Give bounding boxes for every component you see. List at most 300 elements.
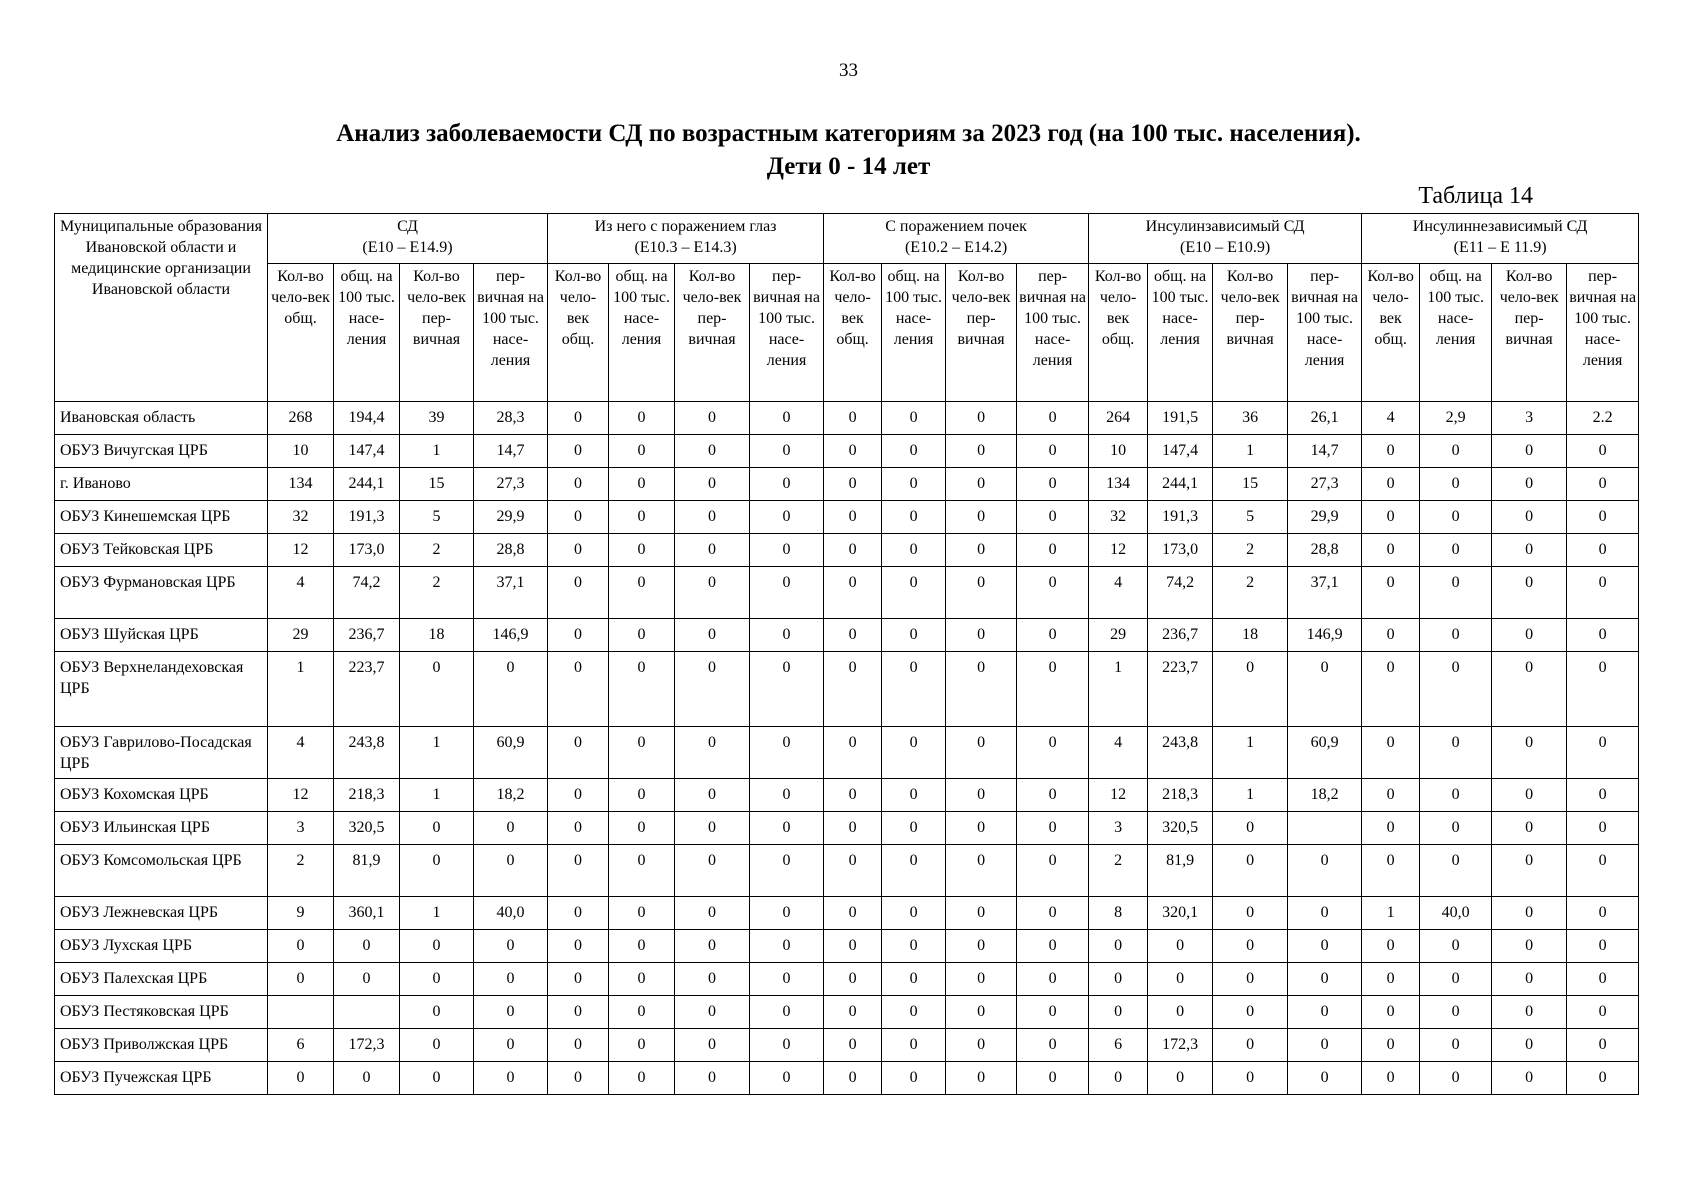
table-cell: 0: [1420, 845, 1492, 897]
row-name: ОБУЗ Палехская ЦРБ: [55, 963, 268, 996]
title-line-2: Дети 0 - 14 лет: [766, 153, 931, 180]
table-cell: 0: [609, 619, 675, 652]
table-cell: 2,9: [1420, 402, 1492, 435]
table-cell: 0: [1567, 501, 1639, 534]
table-cell: 2: [268, 845, 334, 897]
table-cell: 0: [1492, 812, 1567, 845]
table-cell: 0: [609, 779, 675, 812]
table-row: [55, 534, 1639, 567]
table-cell: 0: [882, 652, 946, 727]
table-cell: 191,3: [334, 501, 400, 534]
row-name: ОБУЗ Фурмановская ЦРБ: [55, 567, 268, 619]
table-cell: 0: [824, 402, 882, 435]
table-cell: 74,2: [1148, 567, 1213, 619]
table-row: [55, 727, 1639, 779]
table-cell: 320,1: [1148, 897, 1213, 930]
table-cell: 0: [609, 963, 675, 996]
table-cell: 0: [1420, 652, 1492, 727]
table-cell: 243,8: [334, 727, 400, 779]
table-cell: 6: [1089, 1029, 1148, 1062]
table-cell: 236,7: [334, 619, 400, 652]
table-cell: 39: [400, 402, 474, 435]
table-cell: 0: [1288, 1062, 1362, 1095]
table-cell: 1: [400, 897, 474, 930]
table-cell: 0: [1017, 619, 1089, 652]
table-cell: 0: [1148, 996, 1213, 1029]
table-cell: 0: [1420, 501, 1492, 534]
table-cell: 0: [675, 652, 750, 727]
subheader-cell: общ. на 100 тыс. насе-ления: [1148, 264, 1213, 402]
table-cell: 40,0: [1420, 897, 1492, 930]
table-cell: 0: [946, 501, 1017, 534]
table-cell: 2: [1213, 567, 1288, 619]
table-cell: 0: [474, 812, 548, 845]
table-cell: 18: [1213, 619, 1288, 652]
table-cell: 2.2: [1567, 402, 1639, 435]
table-cell: 172,3: [1148, 1029, 1213, 1062]
table-cell: 0: [946, 812, 1017, 845]
table-cell: 0: [675, 1062, 750, 1095]
table-cell: 0: [1089, 930, 1148, 963]
table-cell: 0: [609, 652, 675, 727]
table-cell: 0: [946, 845, 1017, 897]
table-cell: 0: [882, 727, 946, 779]
table-cell: 12: [1089, 534, 1148, 567]
table-row: [55, 1029, 1639, 1062]
table-cell: 0: [1362, 996, 1420, 1029]
table-row: [55, 996, 1639, 1029]
table-cell: 0: [1492, 963, 1567, 996]
row-name: ОБУЗ Гаврилово-Посадская ЦРБ: [55, 727, 268, 779]
table-cell: 0: [1567, 996, 1639, 1029]
table-cell: 81,9: [1148, 845, 1213, 897]
subheader-cell: пер-вичная на 100 тыс. насе-ления: [474, 264, 548, 402]
table-cell: 0: [1288, 1029, 1362, 1062]
table-cell: 0: [548, 1029, 609, 1062]
table-cell: 0: [750, 812, 824, 845]
table-cell: 0: [548, 468, 609, 501]
table-cell: 0: [675, 1029, 750, 1062]
row-name: ОБУЗ Верхнеландеховская ЦРБ: [55, 652, 268, 727]
table-cell: 0: [824, 812, 882, 845]
subheader-cell: Кол-во чело-век общ.: [268, 264, 334, 402]
table-cell: 8: [1089, 897, 1148, 930]
row-name: ОБУЗ Кинешемская ЦРБ: [55, 501, 268, 534]
subheader-cell: общ. на 100 тыс. насе-ления: [334, 264, 400, 402]
table-cell: 0: [1362, 619, 1420, 652]
table-cell: 0: [474, 1029, 548, 1062]
incidence-table: [54, 213, 1639, 1095]
table-cell: 29: [268, 619, 334, 652]
table-cell: 0: [548, 501, 609, 534]
table-cell: 0: [1213, 1029, 1288, 1062]
subheader-cell: пер-вичная на 100 тыс. насе-ления: [1288, 264, 1362, 402]
subheader-cell: пер-вичная на 100 тыс. насе-ления: [1017, 264, 1089, 402]
table-cell: 0: [750, 727, 824, 779]
table-cell: 0: [1420, 1062, 1492, 1095]
table-cell: 0: [1362, 1029, 1420, 1062]
table-cell: 0: [334, 963, 400, 996]
table-cell: 0: [946, 897, 1017, 930]
table-cell: 0: [882, 1029, 946, 1062]
table-cell: 81,9: [334, 845, 400, 897]
table-cell: 0: [1017, 779, 1089, 812]
table-cell: 0: [609, 930, 675, 963]
table-cell: 0: [824, 567, 882, 619]
subheader-cell: общ. на 100 тыс. насе-ления: [882, 264, 946, 402]
table-cell: 0: [946, 930, 1017, 963]
table-cell: 0: [824, 1062, 882, 1095]
subheader-cell: общ. на 100 тыс. насе-ления: [1420, 264, 1492, 402]
subheader-cell: пер-вичная на 100 тыс. насе-ления: [1567, 264, 1639, 402]
table-cell: 244,1: [1148, 468, 1213, 501]
table-cell: 0: [882, 963, 946, 996]
table-cell: 0: [946, 534, 1017, 567]
table-cell: 0: [609, 727, 675, 779]
table-cell: 0: [400, 812, 474, 845]
table-cell: 0: [1492, 435, 1567, 468]
table-cell: 0: [1213, 963, 1288, 996]
table-cell: 0: [1017, 652, 1089, 727]
table-cell: 0: [1567, 1029, 1639, 1062]
table-cell: 28,8: [474, 534, 548, 567]
table-cell: 0: [824, 619, 882, 652]
row-name: ОБУЗ Пестяковская ЦРБ: [55, 996, 268, 1029]
table-cell: 0: [609, 468, 675, 501]
table-cell: 0: [750, 930, 824, 963]
table-cell: 3: [1492, 402, 1567, 435]
table-cell: 0: [1567, 468, 1639, 501]
table-cell: 0: [1288, 930, 1362, 963]
table-cell: 27,3: [1288, 468, 1362, 501]
table-cell: 0: [548, 534, 609, 567]
table-cell: 223,7: [1148, 652, 1213, 727]
table-cell: 0: [1420, 1029, 1492, 1062]
table-cell: 0: [1492, 619, 1567, 652]
table-cell: 15: [400, 468, 474, 501]
subheader-cell: Кол-во чело-век общ.: [1089, 264, 1148, 402]
table-cell: 2: [400, 534, 474, 567]
table-cell: 0: [1017, 435, 1089, 468]
table-cell: 32: [268, 501, 334, 534]
table-row: [55, 501, 1639, 534]
table-cell: 0: [1362, 652, 1420, 727]
table-cell: 0: [882, 897, 946, 930]
table-cell: 0: [1420, 996, 1492, 1029]
table-cell: 0: [1567, 930, 1639, 963]
table-cell: 173,0: [334, 534, 400, 567]
table-cell: 4: [268, 727, 334, 779]
table-cell: 9: [268, 897, 334, 930]
table-cell: 0: [675, 963, 750, 996]
table-cell: 2: [400, 567, 474, 619]
table-cell: 0: [1017, 996, 1089, 1029]
table-cell: 0: [946, 1062, 1017, 1095]
table-cell: 0: [609, 534, 675, 567]
table-cell: 0: [1492, 845, 1567, 897]
table-cell: 0: [1492, 567, 1567, 619]
table-cell: 1: [1213, 779, 1288, 812]
table-cell: 0: [474, 652, 548, 727]
table-cell: 223,7: [334, 652, 400, 727]
table-cell: 147,4: [334, 435, 400, 468]
table-cell: 0: [882, 930, 946, 963]
table-cell: 0: [882, 779, 946, 812]
table-cell: 0: [1567, 534, 1639, 567]
table-cell: 0: [946, 996, 1017, 1029]
table-cell: 0: [609, 1062, 675, 1095]
table-cell: 0: [1492, 652, 1567, 727]
subheader-cell: Кол-во чело-век общ.: [548, 264, 609, 402]
table-cell: 0: [1089, 996, 1148, 1029]
table-cell: 0: [1017, 468, 1089, 501]
table-cell: 60,9: [1288, 727, 1362, 779]
table-cell: 0: [548, 402, 609, 435]
table-cell: 0: [1288, 652, 1362, 727]
table-cell: 0: [1492, 996, 1567, 1029]
table-cell: 0: [675, 534, 750, 567]
table-cell: 12: [268, 779, 334, 812]
row-name: ОБУЗ Лухская ЦРБ: [55, 930, 268, 963]
table-cell: 0: [548, 619, 609, 652]
table-cell: 0: [824, 534, 882, 567]
table-cell: 0: [1362, 468, 1420, 501]
table-cell: 0: [548, 435, 609, 468]
table-cell: 0: [548, 567, 609, 619]
table-cell: 0: [824, 845, 882, 897]
table-cell: 1: [400, 779, 474, 812]
table-cell: 320,5: [334, 812, 400, 845]
table-cell: 146,9: [1288, 619, 1362, 652]
table-row: [55, 812, 1639, 845]
table-cell: 0: [1567, 619, 1639, 652]
table-cell: 0: [750, 845, 824, 897]
table-cell: 0: [1288, 963, 1362, 996]
table-cell: 18,2: [474, 779, 548, 812]
table-cell: 0: [882, 996, 946, 1029]
table-row: [55, 402, 1639, 435]
table-cell: 4: [1362, 402, 1420, 435]
header-group-insulin-independent: Инсулиннезависимый СД (Е11 – Е 11.9): [1362, 214, 1639, 264]
table-cell: 26,1: [1288, 402, 1362, 435]
table-cell: 28,3: [474, 402, 548, 435]
table-cell: 0: [1362, 779, 1420, 812]
table-cell: 0: [400, 1029, 474, 1062]
table-cell: 0: [750, 534, 824, 567]
table-cell: 0: [268, 1062, 334, 1095]
table-cell: 0: [1017, 812, 1089, 845]
table-cell: 0: [1420, 963, 1492, 996]
table-cell: 0: [882, 468, 946, 501]
table-cell: 0: [1362, 727, 1420, 779]
table-cell: 4: [1089, 567, 1148, 619]
table-cell: 10: [268, 435, 334, 468]
table-cell: 14,7: [1288, 435, 1362, 468]
table-cell: 0: [750, 567, 824, 619]
table-cell: 0: [548, 1062, 609, 1095]
table-cell: 0: [1148, 1062, 1213, 1095]
table-cell: 0: [1420, 468, 1492, 501]
table-cell: 134: [268, 468, 334, 501]
table-cell: 194,4: [334, 402, 400, 435]
table-cell: 0: [882, 534, 946, 567]
page-number: 33: [839, 60, 858, 81]
table-cell: 0: [824, 1029, 882, 1062]
row-name: ОБУЗ Ильинская ЦРБ: [55, 812, 268, 845]
table-cell: 29: [1089, 619, 1148, 652]
table-cell: 0: [1567, 652, 1639, 727]
table-cell: 0: [1362, 845, 1420, 897]
subheader-cell: пер-вичная на 100 тыс. насе-ления: [750, 264, 824, 402]
table-cell: 18,2: [1288, 779, 1362, 812]
subheader-cell: Кол-во чело-век пер-вичная: [400, 264, 474, 402]
table-cell: 0: [946, 402, 1017, 435]
row-name: ОБУЗ Тейковская ЦРБ: [55, 534, 268, 567]
table-cell: 0: [1420, 534, 1492, 567]
table-cell: 0: [400, 996, 474, 1029]
row-name: ОБУЗ Приволжская ЦРБ: [55, 1029, 268, 1062]
table-cell: 0: [1567, 435, 1639, 468]
subheader-cell: Кол-во чело-век пер-вичная: [1213, 264, 1288, 402]
table-cell: 1: [1089, 652, 1148, 727]
row-name: Ивановская область: [55, 402, 268, 435]
table-cell: 10: [1089, 435, 1148, 468]
table-cell: 0: [1089, 1062, 1148, 1095]
table-cell: 32: [1089, 501, 1148, 534]
table-cell: 218,3: [334, 779, 400, 812]
table-cell: 18: [400, 619, 474, 652]
table-cell: 0: [1420, 930, 1492, 963]
table-cell: 268: [268, 402, 334, 435]
table-cell: 0: [548, 963, 609, 996]
table-row: [55, 1062, 1639, 1095]
table-cell: 0: [548, 727, 609, 779]
table-cell: 6: [268, 1029, 334, 1062]
table-cell: 5: [400, 501, 474, 534]
title-line-1: Анализ заболеваемости СД по возрастным категориям за 2023 год (на 100 тыс. населения).: [336, 120, 1361, 147]
table-cell: 0: [609, 567, 675, 619]
table-cell: 0: [548, 930, 609, 963]
table-row: [55, 619, 1639, 652]
table-cell: 0: [946, 963, 1017, 996]
table-cell: 0: [675, 619, 750, 652]
table-cell: 0: [1420, 812, 1492, 845]
table-cell: 0: [1492, 1029, 1567, 1062]
table-cell: 172,3: [334, 1029, 400, 1062]
table-cell: 3: [1089, 812, 1148, 845]
table-cell: 0: [609, 435, 675, 468]
table-cell: 0: [1567, 567, 1639, 619]
table-cell: 0: [946, 435, 1017, 468]
table-row: [55, 435, 1639, 468]
subheader-cell: Кол-во чело-век пер-вичная: [1492, 264, 1567, 402]
table-cell: 0: [1420, 727, 1492, 779]
table-cell: 0: [675, 897, 750, 930]
table-cell: 0: [1567, 727, 1639, 779]
header-group-eyes: Из него с поражением глаз (Е10.3 – Е14.3): [548, 214, 824, 264]
table-cell: [268, 996, 334, 1029]
table-cell: 0: [946, 619, 1017, 652]
table-cell: 0: [882, 567, 946, 619]
table-cell: 0: [675, 727, 750, 779]
table-cell: 0: [609, 1029, 675, 1062]
table-cell: 218,3: [1148, 779, 1213, 812]
table-cell: 0: [1492, 727, 1567, 779]
table-cell: 1: [400, 727, 474, 779]
table-cell: 0: [1492, 779, 1567, 812]
table-cell: 0: [675, 468, 750, 501]
table-cell: 0: [1017, 1062, 1089, 1095]
table-cell: 0: [609, 996, 675, 1029]
table-cell: 0: [1213, 996, 1288, 1029]
table-cell: 0: [1017, 845, 1089, 897]
table-cell: 0: [1567, 897, 1639, 930]
table-cell: 0: [882, 812, 946, 845]
table-cell: 0: [334, 1062, 400, 1095]
table-cell: 0: [1213, 845, 1288, 897]
table-cell: 0: [1017, 963, 1089, 996]
table-cell: 0: [1213, 652, 1288, 727]
table-cell: 0: [548, 652, 609, 727]
table-cell: 0: [1362, 435, 1420, 468]
table-cell: 0: [1362, 812, 1420, 845]
table-cell: 0: [609, 402, 675, 435]
table-cell: 0: [1288, 996, 1362, 1029]
table-cell: 0: [1017, 1029, 1089, 1062]
row-name: ОБУЗ Лежневская ЦРБ: [55, 897, 268, 930]
subheader-cell: Кол-во чело-век общ.: [824, 264, 882, 402]
table-cell: 0: [1420, 435, 1492, 468]
table-cell: 0: [824, 501, 882, 534]
table-cell: 0: [1017, 402, 1089, 435]
table-cell: 27,3: [474, 468, 548, 501]
table-cell: 0: [609, 845, 675, 897]
table-cell: 0: [750, 779, 824, 812]
table-cell: 0: [1362, 930, 1420, 963]
subheader-cell: Кол-во чело-век пер-вичная: [946, 264, 1017, 402]
table-cell: 0: [548, 779, 609, 812]
table-row: [55, 468, 1639, 501]
header-group-kidneys: С поражением почек (Е10.2 – Е14.2): [824, 214, 1089, 264]
table-label: Таблица 14: [1418, 183, 1533, 209]
table-cell: 0: [882, 845, 946, 897]
table-cell: 0: [1148, 963, 1213, 996]
table-cell: 147,4: [1148, 435, 1213, 468]
table-cell: 0: [824, 468, 882, 501]
table-cell: 0: [474, 930, 548, 963]
table-cell: 320,5: [1148, 812, 1213, 845]
table-cell: 4: [268, 567, 334, 619]
table-cell: 0: [824, 727, 882, 779]
table-cell: 0: [334, 930, 400, 963]
table-cell: 0: [1362, 1062, 1420, 1095]
table-cell: 236,7: [1148, 619, 1213, 652]
page-title: [0, 117, 1697, 183]
table-cell: 0: [1213, 897, 1288, 930]
table-cell: 0: [1567, 779, 1639, 812]
header-name-column: Муниципальные образования Ивановской области и медицинские организации Ивановской области: [55, 214, 268, 402]
table-cell: 0: [675, 845, 750, 897]
table-cell: 0: [750, 652, 824, 727]
row-name: г. Иваново: [55, 468, 268, 501]
row-name: ОБУЗ Пучежская ЦРБ: [55, 1062, 268, 1095]
table-cell: 0: [946, 567, 1017, 619]
table-cell: 1: [1362, 897, 1420, 930]
table-cell: 0: [400, 652, 474, 727]
table-cell: 0: [548, 996, 609, 1029]
table-cell: 0: [474, 845, 548, 897]
table-cell: 264: [1089, 402, 1148, 435]
